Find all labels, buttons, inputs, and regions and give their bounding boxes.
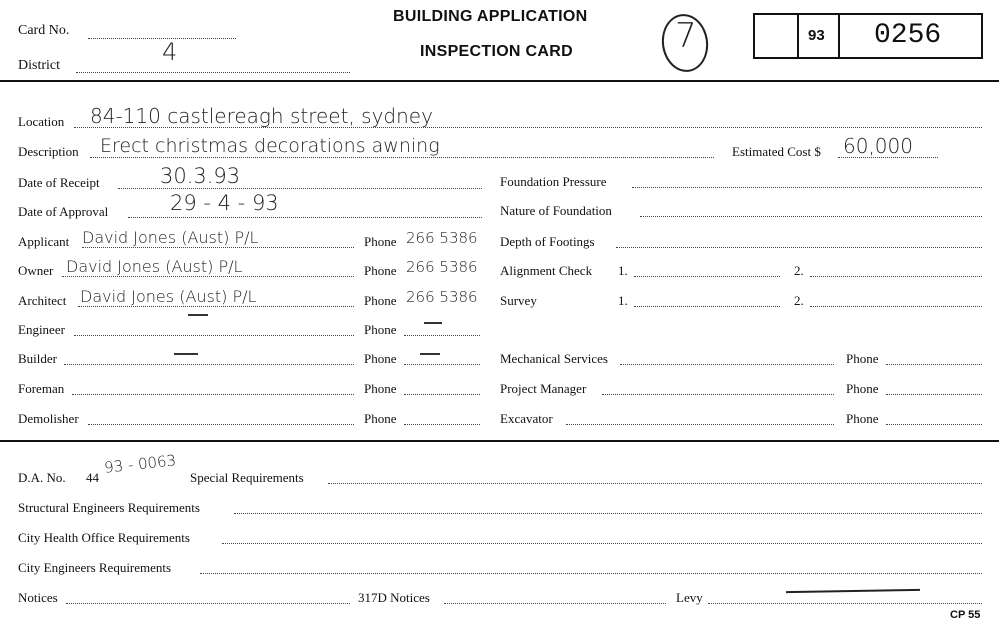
district-label: District [18, 58, 60, 73]
demolisher-line [88, 424, 354, 425]
date-of-receipt-label: Date of Receipt [18, 175, 100, 190]
engineers-requirements-label: City Engineers Requirements [18, 560, 172, 575]
section-divider [0, 440, 999, 442]
survey-2-line [810, 306, 982, 307]
excavator-line [566, 424, 834, 425]
excavator-label: Excavator [500, 411, 553, 426]
engineer-phone-dash-mark [424, 322, 442, 324]
owner-line [62, 276, 354, 277]
excavator-phone-line [886, 424, 982, 425]
card-number-divider-1 [797, 13, 799, 59]
mechanical-services-phone-line [886, 364, 982, 365]
header-divider [0, 80, 999, 82]
depth-of-footings-line [616, 247, 982, 248]
demolisher-phone-label: Phone [364, 411, 397, 426]
title-line-2: INSPECTION CARD [420, 43, 573, 60]
depth-of-footings-label: Depth of Footings [500, 234, 595, 249]
foreman-label: Foreman [18, 381, 65, 396]
foreman-phone-line [404, 394, 480, 395]
foundation-pressure-label: Foundation Pressure [500, 174, 607, 189]
alignment-check-1-line [634, 276, 780, 277]
circled-number: 7 [675, 16, 697, 56]
year-code: 93 [808, 27, 825, 44]
description-value: Erect christmas decorations awning [100, 135, 440, 157]
alignment-check-1: 1. [618, 263, 628, 278]
levy-dash-mark [786, 589, 920, 593]
survey-1-line [634, 306, 780, 307]
project-manager-line [602, 394, 834, 395]
owner-phone-label: Phone [364, 263, 397, 278]
applicant-phone-label: Phone [364, 234, 397, 249]
notices-line [66, 603, 350, 604]
survey-1: 1. [618, 293, 628, 308]
architect-phone-label: Phone [364, 293, 397, 308]
description-label: Description [18, 144, 79, 159]
engineers-requirements-line [200, 573, 982, 574]
owner-value: David Jones (Aust) P/L [66, 257, 243, 276]
architect-value: David Jones (Aust) P/L [80, 287, 257, 306]
builder-dash-mark [174, 353, 198, 355]
date-of-approval-label: Date of Approval [18, 204, 109, 219]
foreman-phone-label: Phone [364, 381, 397, 396]
notices-label: Notices [18, 590, 58, 605]
alignment-check-label: Alignment Check [500, 263, 593, 278]
engineer-phone-label: Phone [364, 322, 397, 337]
builder-phone-label: Phone [364, 351, 397, 366]
location-label: Location [18, 114, 65, 129]
mechanical-services-label: Mechanical Services [500, 351, 608, 366]
architect-line [78, 306, 354, 307]
foundation-pressure-line [632, 187, 982, 188]
applicant-phone-value: 266 5386 [406, 229, 478, 247]
foreman-line [72, 394, 354, 395]
owner-label: Owner [18, 263, 54, 278]
special-requirements-label: Special Requirements [190, 470, 304, 485]
engineer-label: Engineer [18, 322, 65, 337]
alignment-check-2-line [810, 276, 982, 277]
card-number-box [753, 13, 983, 59]
health-requirements-line [222, 543, 982, 544]
survey-label: Survey [500, 293, 537, 308]
estimated-cost-value: 60,000 [843, 134, 913, 158]
card-no-value: 4 [162, 38, 178, 66]
excavator-phone-label: Phone [846, 411, 879, 426]
da-no-label: D.A. No. [18, 470, 66, 485]
applicant-line [82, 247, 354, 248]
structural-requirements-label: Structural Engineers Requirements [18, 500, 200, 515]
card-no-label: Card No. [18, 23, 70, 38]
date-of-approval-value: 29 - 4 - 93 [170, 191, 279, 215]
project-manager-phone-label: Phone [846, 381, 879, 396]
notices-317d-line [444, 603, 666, 604]
da-no-value: 93 - 0063 [103, 451, 177, 477]
district-line [76, 72, 350, 73]
demolisher-label: Demolisher [18, 411, 79, 426]
engineer-phone-line [404, 335, 480, 336]
card-number-divider-2 [838, 13, 840, 59]
project-manager-label: Project Manager [500, 381, 587, 396]
builder-phone-dash-mark [420, 353, 440, 355]
nature-of-foundation-line [640, 216, 982, 217]
architect-label: Architect [18, 293, 67, 308]
levy-line [708, 603, 982, 604]
estimated-cost-label: Estimated Cost $ [732, 144, 821, 159]
nature-of-foundation-label: Nature of Foundation [500, 203, 612, 218]
form-code: CP 55 [950, 609, 981, 621]
builder-phone-line [404, 364, 480, 365]
engineer-line [74, 335, 354, 336]
builder-line [64, 364, 354, 365]
description-line [90, 157, 714, 158]
levy-label: Levy [676, 590, 703, 605]
demolisher-phone-line [404, 424, 480, 425]
date-of-receipt-value: 30.3.93 [160, 164, 241, 188]
project-manager-phone-line [886, 394, 982, 395]
special-requirements-line [328, 483, 982, 484]
applicant-label: Applicant [18, 234, 70, 249]
location-value: 84-110 castlereagh street, sydney [90, 104, 433, 128]
date-of-approval-line [128, 217, 482, 218]
health-requirements-label: City Health Office Requirements [18, 530, 190, 545]
survey-2: 2. [794, 293, 804, 308]
architect-phone-value: 266 5386 [406, 288, 478, 306]
notices-317d-label: 317D Notices [358, 590, 430, 605]
owner-phone-value: 266 5386 [406, 258, 478, 276]
date-of-receipt-line [118, 188, 482, 189]
engineer-dash-mark [188, 314, 208, 316]
alignment-check-2: 2. [794, 263, 804, 278]
title-line-1: BUILDING APPLICATION [393, 8, 588, 25]
card-number: 0256 [874, 20, 942, 51]
builder-label: Builder [18, 351, 57, 366]
structural-requirements-line [234, 513, 982, 514]
applicant-value: David Jones (Aust) P/L [82, 228, 259, 247]
da-no-prefix: 44 [86, 470, 99, 485]
mechanical-services-line [620, 364, 834, 365]
mechanical-services-phone-label: Phone [846, 351, 879, 366]
